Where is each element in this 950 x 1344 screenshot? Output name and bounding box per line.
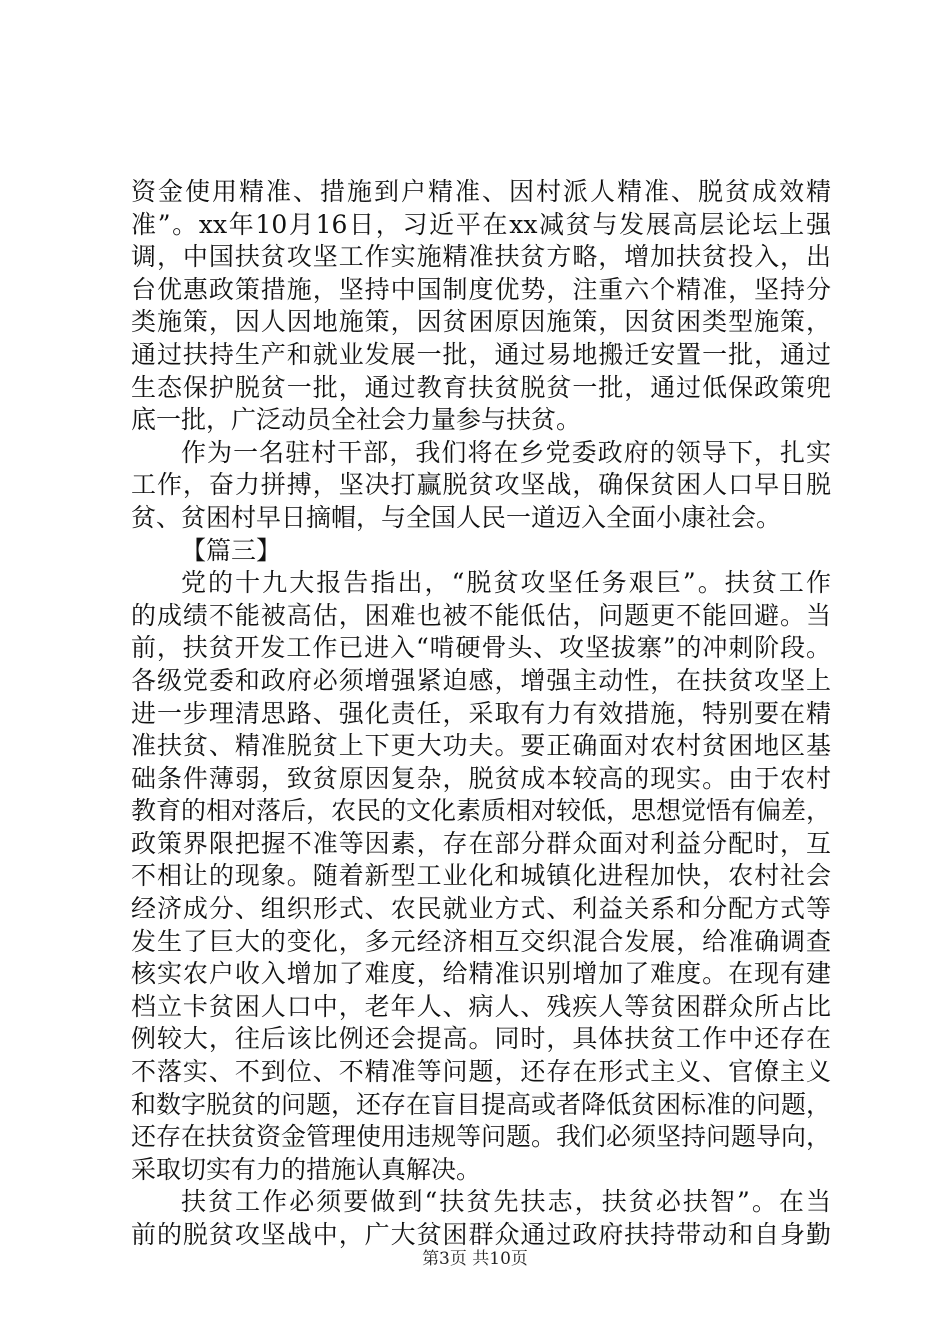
text-line: 政策界限把握不准等因素，存在部分群众面对利益分配时，互 — [131, 828, 831, 858]
text-line: 进一步理清思路、强化责任，采取有力有效措施，特别要在精 — [131, 698, 831, 728]
text-line: 教育的相对落后，农民的文化素质相对较低，思想觉悟有偏差， — [131, 796, 832, 826]
text-line: 底一批，广泛动员全社会力量参与扶贫。 — [131, 405, 582, 435]
text-line: 准”。xx年10月16日，习近平在xx减贫与发展高层论坛上强 — [131, 209, 831, 239]
text-line: 调，中国扶贫攻坚工作实施精准扶贫方略，增加扶贫投入，出 — [131, 242, 831, 272]
text-line: 经济成分、组织形式、农民就业方式、利益关系和分配方式等 — [131, 894, 831, 924]
text-line: 生态保护脱贫一批，通过教育扶贫脱贫一批，通过低保政策兜 — [131, 372, 831, 402]
text-line: 作为一名驻村干部，我们将在乡党委政府的领导下，扎实 — [181, 437, 831, 467]
text-line: 发生了巨大的变化，多元经济相互交织混合发展，给准确调查 — [131, 926, 831, 956]
text-line: 的成绩不能被高估，困难也被不能低估，问题更不能回避。当 — [131, 600, 831, 630]
text-line: 例较大，往后该比例还会提高。同时，具体扶贫工作中还存在 — [131, 1024, 831, 1054]
text-line: 各级党委和政府必须增强紧迫感，增强主动性，在扶贫攻坚上 — [131, 665, 831, 695]
text-line: 础条件薄弱，致贫原因复杂，脱贫成本较高的现实。由于农村 — [131, 763, 831, 793]
text-line: 台优惠政策措施，坚持中国制度优势，注重六个精准，坚持分 — [131, 274, 831, 304]
text-line: 通过扶持生产和就业发展一批，通过易地搬迁安置一批，通过 — [131, 339, 831, 369]
page-footer: 第3页 共10页 — [422, 1249, 528, 1269]
text-line: 【篇三】 — [181, 535, 282, 565]
text-line: 不相让的现象。随着新型工业化和城镇化进程加快，农村社会 — [131, 861, 831, 891]
text-line: 扶贫工作必须要做到“扶贫先扶志，扶贫必扶智”。在当 — [181, 1187, 831, 1217]
text-line: 前，扶贫开发工作已进入“啃硬骨头、攻坚拔寨”的冲刺阶段。 — [131, 633, 831, 663]
text-line: 贫、贫困村早日摘帽，与全国人民一道迈入全面小康社会。 — [131, 502, 782, 532]
text-line: 还存在扶贫资金管理使用违规等问题。我们必须坚持问题导向， — [131, 1122, 832, 1152]
text-line: 采取切实有力的措施认真解决。 — [131, 1154, 482, 1184]
text-line: 资金使用精准、措施到户精准、因村派人精准、脱贫成效精 — [131, 177, 831, 206]
text-line: 核实农户收入增加了难度，给精准识别增加了难度。在现有建 — [131, 959, 831, 989]
text-line: 和数字脱贫的问题，还存在盲目提高或者降低贫困标准的问题， — [131, 1089, 832, 1119]
text-line: 党的十九大报告指出，“脱贫攻坚任务艰巨”。扶贫工作 — [181, 568, 831, 598]
text-line: 类施策，因人因地施策，因贫困原因施策，因贫困类型施策， — [131, 307, 831, 337]
text-line: 档立卡贫困人口中，老年人、病人、残疾人等贫困群众所占比 — [131, 991, 831, 1021]
document-body — [131, 176, 831, 1252]
text-line: 工作，奋力拼搏，坚决打赢脱贫攻坚战，确保贫困人口早日脱 — [131, 470, 831, 500]
text-line: 准扶贫、精准脱贫上下更大功夫。要正确面对农村贫困地区基 — [131, 731, 831, 761]
text-line: 前的脱贫攻坚战中，广大贫困群众通过政府扶持带动和自身勤 — [131, 1220, 831, 1249]
text-line: 不落实、不到位、不精准等问题，还存在形式主义、官僚主义 — [131, 1057, 831, 1087]
